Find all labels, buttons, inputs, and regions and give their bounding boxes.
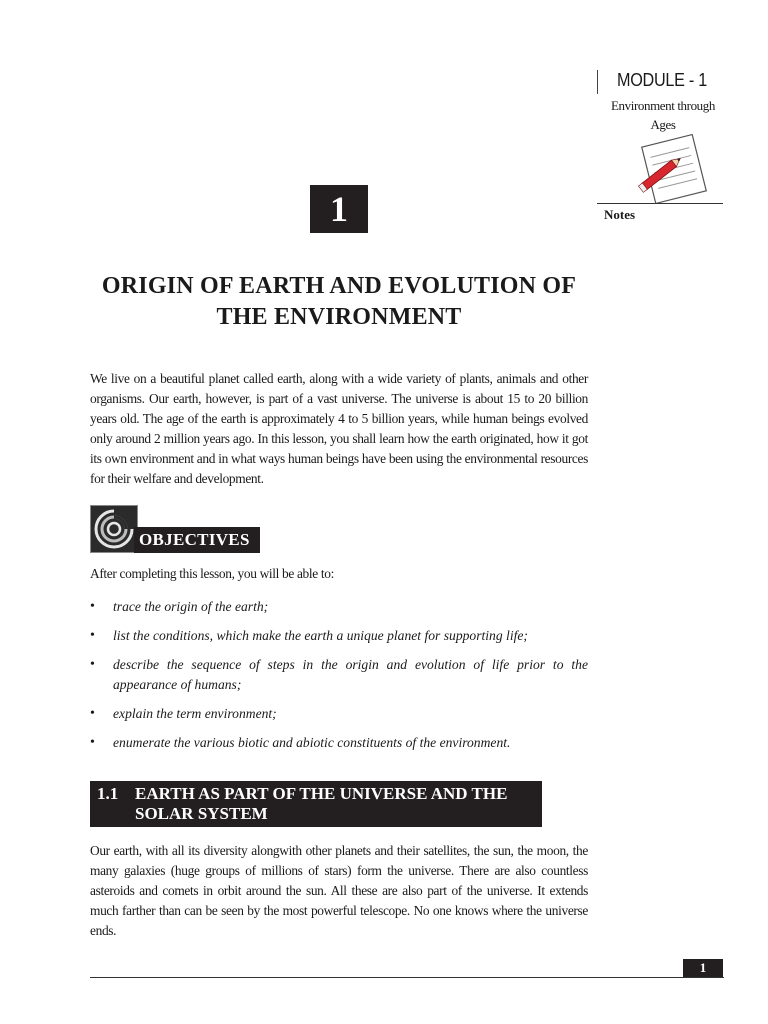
title-line1: ORIGIN OF EARTH AND EVOLUTION OF [101, 273, 577, 299]
list-item: • list the conditions, which make the earth a unique planet for supporting life; [90, 626, 588, 646]
page-number: 1 [683, 959, 723, 977]
section-paragraph: Our earth, with all its diversity alongwith other planets and their satellites, the sun, the moon, the many galaxies (huge groups of millions of stars) form the universe. There are also countless asteroids and comets in orbit around the sun. All these are also part of the universe. It extends much farther than can be seen by the most powerful telescope. No one knows where the universe ends. [90, 843, 588, 938]
list-item: • enumerate the various biotic and abiotic constituents of the environment. [90, 733, 588, 753]
title-line2: THE ENVIRONMENT [216, 304, 462, 330]
section-heading [90, 781, 542, 827]
module-subtitle-line1: Environment through [611, 98, 715, 113]
footer-rule [90, 977, 724, 978]
target-spiral-icon [90, 505, 138, 553]
module-title: MODULE - 1 [617, 70, 708, 90]
list-item: • trace the origin of the earth; [90, 597, 588, 617]
notepad-pencil-icon [636, 134, 712, 209]
objectives-list [90, 597, 588, 762]
chapter-number: 1 [310, 185, 368, 233]
notes-rule [597, 203, 723, 204]
objectives-heading: OBJECTIVES [134, 527, 260, 553]
module-divider [597, 70, 598, 94]
intro-paragraph: We live on a beautiful planet called earth, along with a wide variety of plants, animals and other organisms. Our earth, however, is part of a vast universe. The universe is about 15 to 20 billion years old. The age of the earth is approximately 4 to 5 billion years, while human beings evolved only around 2 million years ago. In this lesson, you shall learn how the earth originated, how it got its own environment and in what ways human beings have been using the environmental resources for their welfare and development. [90, 371, 588, 486]
section-title: EARTH AS PART OF THE UNIVERSE AND THE SOLAR SYSTEM [135, 784, 508, 823]
module-subtitle [598, 96, 728, 134]
list-item: • explain the term environment; [90, 704, 588, 724]
page-title [90, 271, 588, 333]
objectives-intro: After completing this lesson, you will be able to: [90, 566, 334, 581]
notes-label: Notes [604, 207, 636, 222]
section-number: 1.1 [97, 784, 119, 803]
list-item: • describe the sequence of steps in the origin and evolution of life prior to the appearance of humans; [90, 655, 588, 695]
module-subtitle-line2: Ages [650, 117, 676, 132]
